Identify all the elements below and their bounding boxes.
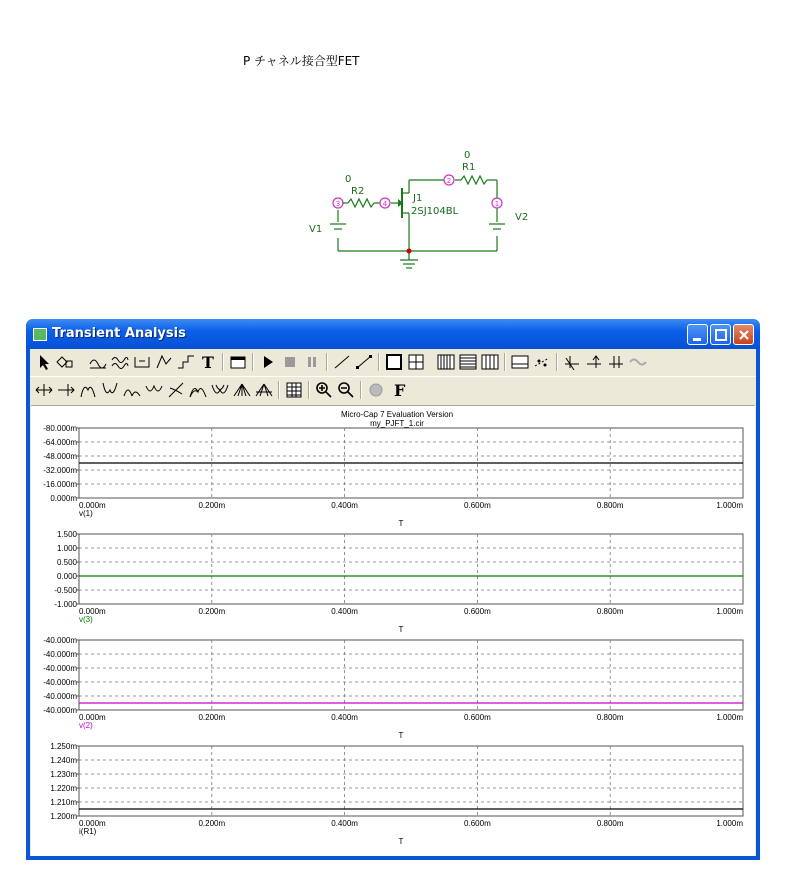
toolbar-row-1 [30,349,756,375]
scale-h-icon[interactable] [34,380,54,400]
y-tick-label: 0.000 [56,572,77,581]
node-1-label: 1 [494,200,500,208]
x-tick-label: 0.800m [596,819,624,828]
r2-value: 0 [345,174,352,185]
y-tick-label: -64.000m [43,438,77,447]
y-tick-label: 1.200m [50,812,77,821]
svg-text:F: F [394,381,406,400]
bracket-icon[interactable] [132,352,152,372]
table-icon[interactable] [284,380,304,400]
plot-frame [79,534,743,604]
y-tick-label: 0.500 [56,558,77,567]
x-tick-label: 0.800m [596,501,624,510]
plot-frame [79,640,743,710]
cursor-both-icon[interactable] [606,352,626,372]
x-tick-label: 0.400m [331,713,358,722]
ball-icon[interactable] [366,380,386,400]
wave2-icon[interactable] [110,352,130,372]
x-tick-label: 0.200m [198,501,226,510]
x-tick-label: 0.400m [331,607,358,616]
x-tick-label: 0.000m [79,607,106,616]
transient-analysis-window[interactable] [26,319,760,860]
x-tick-label: 1.000m [716,819,743,828]
trace-label: v(2) [79,721,93,730]
x-tick-label: 0.800m [596,713,624,722]
v1-label: V1 [309,224,323,235]
y-tick-label: -40.000m [43,636,77,645]
pause-icon[interactable] [302,352,322,372]
y-tick-label: 1.500 [56,530,77,539]
stop-icon[interactable] [280,352,300,372]
plot-header-line1: Micro-Cap 7 Evaluation Version [340,410,454,419]
y-tick-label: -32.000m [43,466,77,475]
v2-label: V2 [515,212,529,223]
grid-icon[interactable] [406,352,426,372]
j1-part: 2SJ104BL [411,206,459,217]
y-tick-label: 1.250m [50,742,77,751]
x-tick-label: 0.800m [596,607,624,616]
step-icon[interactable] [176,352,196,372]
x-tick-label: 0.600m [464,607,491,616]
app-icon [33,328,47,341]
toolbar-row-2 [30,376,756,403]
y-tick-label: -80.000m [43,424,77,433]
inflect-icon[interactable] [166,380,186,400]
y-tick-label: 1.220m [50,784,77,793]
x-tick-label: 1.000m [716,713,743,722]
diag-line-icon[interactable] [354,352,374,372]
hump-icon[interactable] [122,380,142,400]
box1-icon[interactable] [384,352,404,372]
x-axis-label: T [398,519,404,528]
node-2-label: 2 [446,177,452,185]
y-tick-label: 0.000m [50,494,77,503]
x-tick-label: 0.600m [464,713,491,722]
r2-label: R2 [351,186,365,197]
component-icon[interactable] [54,352,74,372]
y-tick-label: -40.000m [43,706,77,715]
y-tick-label: -40.000m [43,678,77,687]
window-client-area [30,349,756,856]
y-tick-label: -40.000m [43,664,77,673]
close-icon [734,325,755,346]
y-tick-label: -0.500 [54,586,77,595]
x-axis-label: T [398,837,404,846]
maximize-icon [711,325,732,346]
x-tick-label: 0.200m [198,819,226,828]
r1-label: R1 [462,162,476,173]
x-tick-label: 0.000m [79,713,106,722]
line-icon[interactable] [332,352,352,372]
junction-dot [407,249,412,254]
properties-icon[interactable] [228,352,248,372]
scale-v-icon[interactable] [56,380,76,400]
schematic-diagram [0,0,800,300]
r1-value: 0 [464,150,471,161]
x-tick-label: 0.200m [198,607,226,616]
x-tick-label: 0.600m [464,819,491,828]
y-tick-label: -40.000m [43,650,77,659]
x-axis-label: T [398,625,404,634]
valley-icon[interactable] [100,380,120,400]
y-tick-label: -48.000m [43,452,77,461]
zoom-out-icon[interactable] [336,380,356,400]
x-tick-label: 1.000m [716,607,743,616]
cursor-left-icon[interactable] [562,352,582,372]
plot-area[interactable] [31,405,755,856]
page-title: P チャネル接合型FET [243,54,360,68]
title-bar[interactable] [26,319,760,349]
x-tick-label: 1.000m [716,501,743,510]
node-4-label: 4 [382,200,388,208]
x-tick-label: 0.400m [331,819,358,828]
y-tick-label: -40.000m [43,692,77,701]
maximize-button[interactable] [710,324,731,345]
trace-label: v(3) [79,615,93,624]
tile1-icon[interactable] [436,352,456,372]
x-tick-label: 0.400m [331,501,358,510]
low-icon[interactable] [210,380,230,400]
font-icon[interactable] [390,380,410,400]
fan-icon[interactable] [232,380,252,400]
x-tick-label: 0.000m [79,501,106,510]
x-tick-label: 0.600m [464,501,491,510]
svg-text:T: T [202,353,214,372]
high-icon[interactable] [188,380,208,400]
x-tick-label: 0.200m [198,713,226,722]
plot-frame [79,746,743,816]
peak-up-icon[interactable] [78,380,98,400]
scatter-icon[interactable] [532,352,552,372]
y-tick-label: 1.000 [56,544,77,553]
text-icon[interactable] [198,352,218,372]
r2-resistor [348,199,374,207]
y-tick-label: 1.210m [50,798,77,807]
fan2-icon[interactable] [254,380,274,400]
close-button[interactable] [733,324,754,345]
tile2-icon[interactable] [458,352,478,372]
tile3-icon[interactable] [480,352,500,372]
trace-label: v(1) [79,509,93,518]
run-icon[interactable] [258,352,278,372]
panel-icon[interactable] [510,352,530,372]
x-axis-label: T [398,731,404,740]
minimize-icon [688,325,709,346]
y-tick-label: 1.240m [50,756,77,765]
r1-resistor [461,176,487,184]
y-tick-label: 1.230m [50,770,77,779]
zoom-in-icon[interactable] [314,380,334,400]
cursor-right-icon[interactable] [584,352,604,372]
peak-icon[interactable] [154,352,174,372]
window-title: Transient Analysis [52,326,186,341]
cursor-icon[interactable] [34,352,54,372]
y-tick-label: -16.000m [43,480,77,489]
minimize-button[interactable] [687,324,708,345]
node-3-label: 3 [335,200,341,208]
smooth-icon[interactable] [628,352,648,372]
waveform-icon[interactable] [88,352,108,372]
plot-header-line2: my_PJFT_1.cir [370,419,424,428]
x-tick-label: 0.000m [79,819,106,828]
trace-label: i(R1) [79,827,97,836]
j1-label: J1 [413,193,423,204]
y-tick-label: -1.000 [54,600,77,609]
transient-plot[interactable] [31,406,755,856]
slope-icon[interactable] [144,380,164,400]
